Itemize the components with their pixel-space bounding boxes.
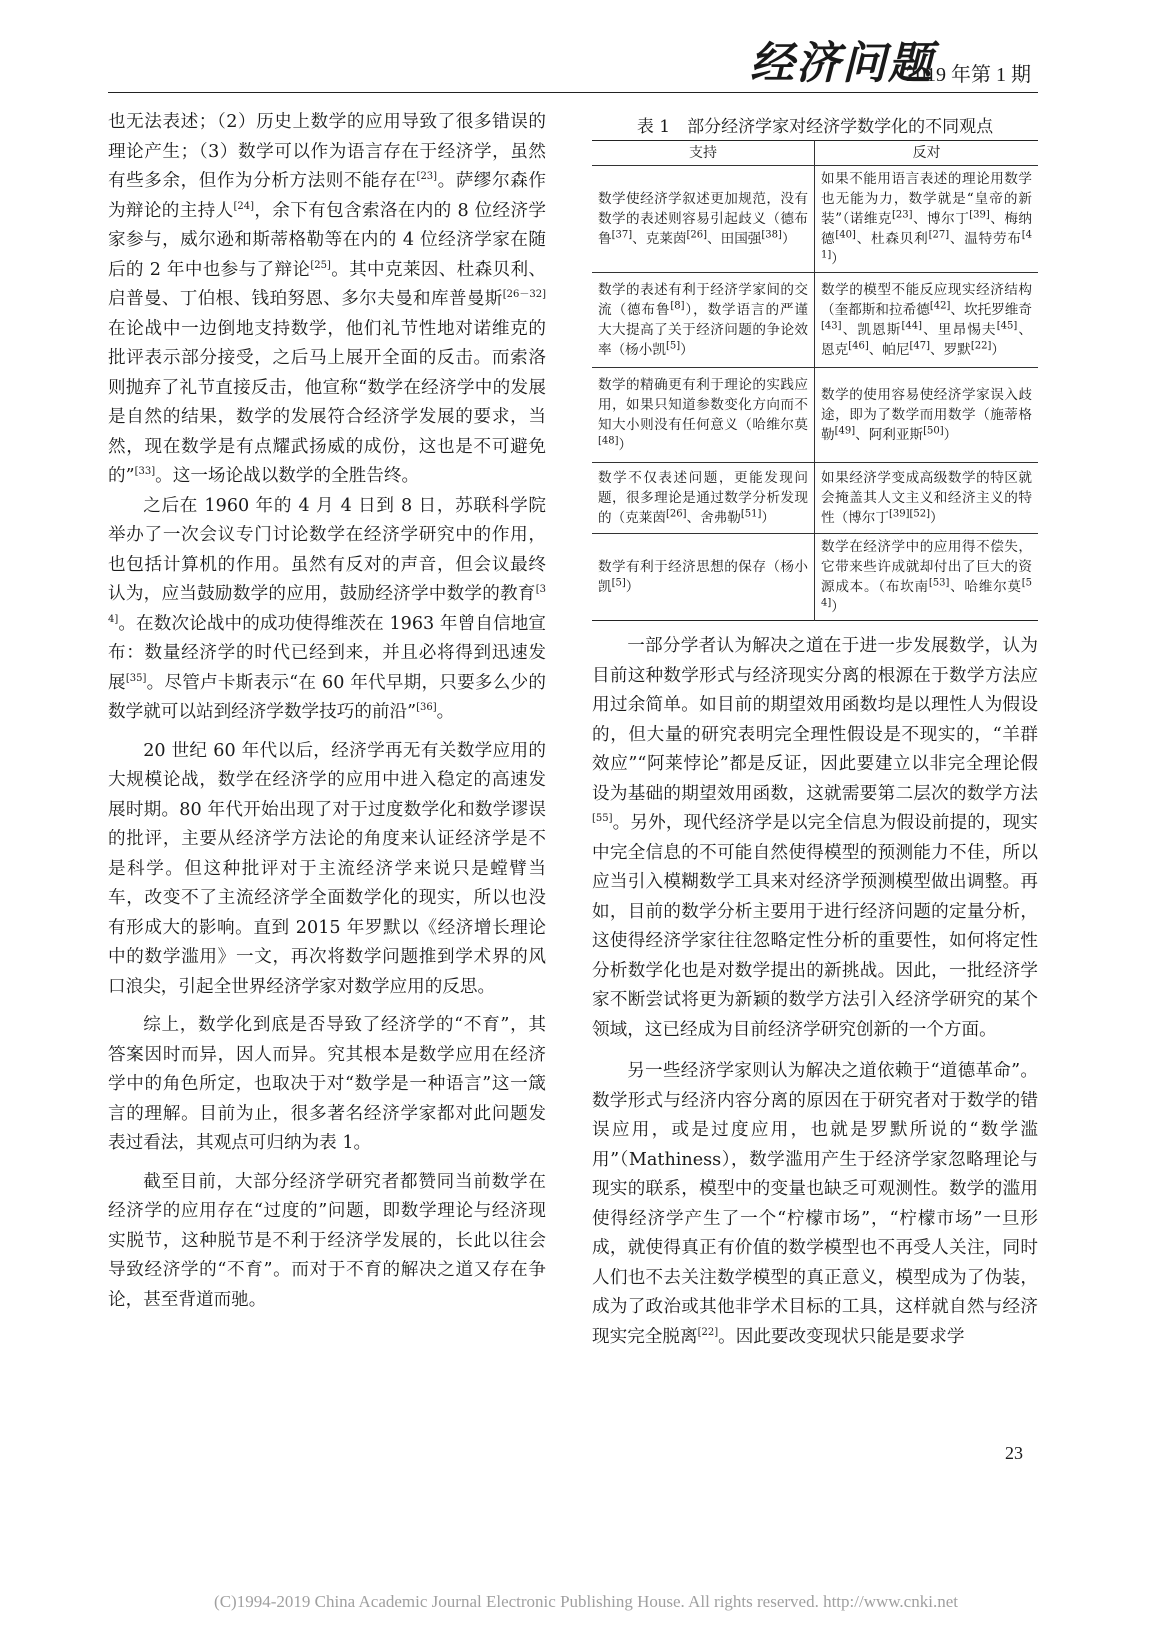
table-caption: 表 1 部分经济学家对经济学数学化的不同观点 <box>636 117 994 137</box>
issue-label: 2019 年第 1 期 <box>906 64 1031 86</box>
citation[interactable]: [24] <box>233 200 255 212</box>
paragraph: 另一些经济学家则认为解决之道依赖于“道德革命”。数学形式与经济内容分离的原因在于研究者对于数学的错误应用，或是过度应用，也就是罗默所说的“数学滥用”（Mathiness），数学滥用产生于经济学家忽略理论与现实的联系，模型中的变量也缺乏可观测性。数学的滥用使得经济学产生了一个“柠檬市场”，“柠檬市场”一旦形成，就使得真正有价值的数学模型也不再受人关注，同时人们也不去关注数学模型的真正意义，模型成为了伪装，成为了政治或其他非学术目标的工具，这样就自然与经济现实完全脱离[22]。因此要改变现状只能是要求学 <box>592 1061 1038 1347</box>
citation[interactable]: [36] <box>416 702 437 714</box>
table-row <box>592 534 1038 621</box>
journal-logo: 经济问题 <box>750 38 934 89</box>
paragraph: 20 世纪 60 年代以后，经济学再无有关数学应用的大规模论战，数学在经济学的应用中进入稳定的高速发展时期。80 年代开始出现了对于过度数学化和数学谬误的批评，主要从经济学方法论的角度来认证经济学是不是科学。但这种批评对于主流经济学来说只是螳臂当车，改变不了主流经济学全面数学化的现实，所以也没有形成大的影响。直到 2015 年罗默以《经济增长理论中的数学滥用》一文，再次将数学问题推到学术界的风口浪尖，引起全世界经济学家对数学应用的反思。 <box>108 740 546 997</box>
paragraph: 综上，数学化到底是否导致了经济学的“不育”，其答案因时而异，因人而异。究其根本是数学应用在经济学中的角色所定，也取决于对“数学是一种语言”这一箴言的理解。目前为止，很多著名经济学家都对此问题发表过看法，其观点可归纳为表 1。 <box>108 1015 546 1153</box>
support-cell: 数学使经济学叙述更加规范，没有数学的表述则容易引起歧义（德布鲁[37]、克莱茵[26]、田国强[38]） <box>592 166 815 273</box>
support-cell: 数学的精确更有利于理论的实践应用，如果只知道参数变化方向而不知大小则没有任何意义（哈维尔莫[48]） <box>592 368 815 463</box>
oppose-cell: 如果不能用语言表述的理论用数学也无能为力，数学就是“皇帝的新装”（诺维克[23]、博尔丁[39]、梅纳德[40]、杜森贝利[27]、温特劳布[41]） <box>815 166 1039 273</box>
copyright-footer: (C)1994-2019 China Academic Journal Electronic Publishing House. All rights reserved. http://www.cnki.net <box>214 1592 958 1611</box>
citation[interactable]: [22] <box>697 1326 719 1338</box>
table-row <box>592 463 1038 534</box>
support-cell: 数学不仅表述问题，更能发现问题，很多理论是通过数学分析发现的（克莱茵[26]、舍弗勒[51]） <box>592 463 815 534</box>
paragraph: 一部分学者认为解决之道在于进一步发展数学，认为目前这种数学形式与经济现实分离的根源在于数学方法应用过余简单。如目前的期望效用函数均是以理性人为假设的，但大量的研究表明完全理性假设是不现实的，“羊群效应”“阿莱悖论”都是反证，因此要建立以非完全理论假设为基础的期望效用函数，这就需要第二层次的数学方法[55]。另外，现代经济学是以完全信息为假设前提的，现实中完全信息的不可能自然使得模型的预测能力不佳，所以应当引入模糊数学工具来对经济学预测模型做出调整。再如，目前的数学分析主要用于进行经济问题的定量分析，这使得经济学家往往忽略定性分析的重要性，如何将定性分析数学化也是对数学提出的新挑战。因此，一批经济学家不断尝试将更为新颖的数学方法引入经济学研究的某个领域，这已经成为目前经济学研究创新的一个方面。 <box>592 636 1038 1040</box>
paragraph: 之后在 1960 年的 4 月 4 日到 8 日，苏联科学院举办了一次会议专门讨论数学在经济学研究中的作用，也包括计算机的作用。虽然有反对的声音，但会议最终认为，应当鼓励数学的应用，鼓励经济学中数学的教育[34]。在数次论战中的成功使得维茨在 1963 年曾自信地宣布：数量经济学的时代已经到来，并且必将得到迅速发展[35]。尽管卢卡斯表示“在 60 年代早期，只要多么少的数学就可以站到经济学数学技巧的前沿”[36]。 <box>108 495 546 722</box>
oppose-cell: 数学的模型不能反应现实经济结构（奎都斯和拉希德[42]、坎托罗维奇[43]、凯恩斯[44]、里昂惕夫[45]、恩克[46]、帕尼[47]、罗默[22]） <box>815 273 1039 368</box>
citation[interactable]: [34] <box>108 584 546 625</box>
citation[interactable]: [35] <box>125 672 147 684</box>
table-header-row <box>592 141 1038 166</box>
left-column <box>108 108 546 1315</box>
table-row <box>592 166 1038 273</box>
column-header-oppose: 反对 <box>815 141 1039 166</box>
column-header-support: 支持 <box>592 141 815 166</box>
citation[interactable]: [55] <box>592 813 613 825</box>
citation[interactable]: [26－32] <box>502 289 546 301</box>
oppose-cell: 如果经济学变成高级数学的特区就会掩盖其人文主义和经济主义的特性（博尔丁[39][52]） <box>815 463 1039 534</box>
viewpoints-table <box>592 140 1038 621</box>
paragraph: 截至目前，大部分经济学研究者都赞同当前数学在经济学的应用存在“过度的”问题，即数学理论与经济现实脱节，这种脱节是不利于经济学发展的，长此以往会导致经济学的“不育”。而对于不育的解决之道又存在争论，甚至背道而驰。 <box>108 1171 546 1310</box>
table-row <box>592 273 1038 368</box>
paragraph: 也无法表述；（2）历史上数学的应用导致了很多错误的理论产生；（3）数学可以作为语言存在于经济学，虽然有些多余，但作为分析方法则不能存在[23]。萨缪尔森作为辩论的主持人[24]，余下有包含索洛在内的 8 位经济学家参与，威尔逊和斯蒂格勒等在内的 4 位经济学家在随后的 2 年中也参与了辩论[25]。其中克莱因、杜森贝利、启普曼、丁伯根、钱珀努恩、多尔夫曼和库普曼斯[26－32]在论战中一边倒地支持数学，他们礼节性地对诺维克的批评表示部分接受，之后马上展开全面的反击。而索洛则抛弃了礼节直接反击，他宣称“数学在经济学中的发展是自然的结果，数学的发展符合经济学发展的要求，当然，现在数学是有点耀武扬威的成份，这也是不可避免的”[33]。这一场论战以数学的全胜告终。 <box>108 112 546 486</box>
page-number: 23 <box>1005 1443 1023 1463</box>
oppose-cell: 数学的使用容易使经济学家误入歧途，即为了数学而用数学（施蒂格勒[49]、阿利亚斯[50]） <box>815 368 1039 463</box>
table-row <box>592 368 1038 463</box>
citation[interactable]: [23] <box>416 171 438 183</box>
oppose-cell: 数学在经济学中的应用得不偿失，它带来些许成就却付出了巨大的资源成本。（布坎南[53]、哈维尔莫[54]） <box>821 539 1032 615</box>
citation[interactable]: [33] <box>134 466 156 478</box>
support-cell: 数学的表述有利于经济学家间的交流（德布鲁[8]），数学语言的严谨大大提高了关于经济问题的争论效率（杨小凯[5]） <box>592 273 815 368</box>
right-column <box>592 632 1038 1352</box>
header-rule <box>108 92 1038 93</box>
support-cell: 数学有利于经济思想的保存（杨小凯[5]） <box>592 534 815 621</box>
citation[interactable]: [25] <box>310 259 331 271</box>
